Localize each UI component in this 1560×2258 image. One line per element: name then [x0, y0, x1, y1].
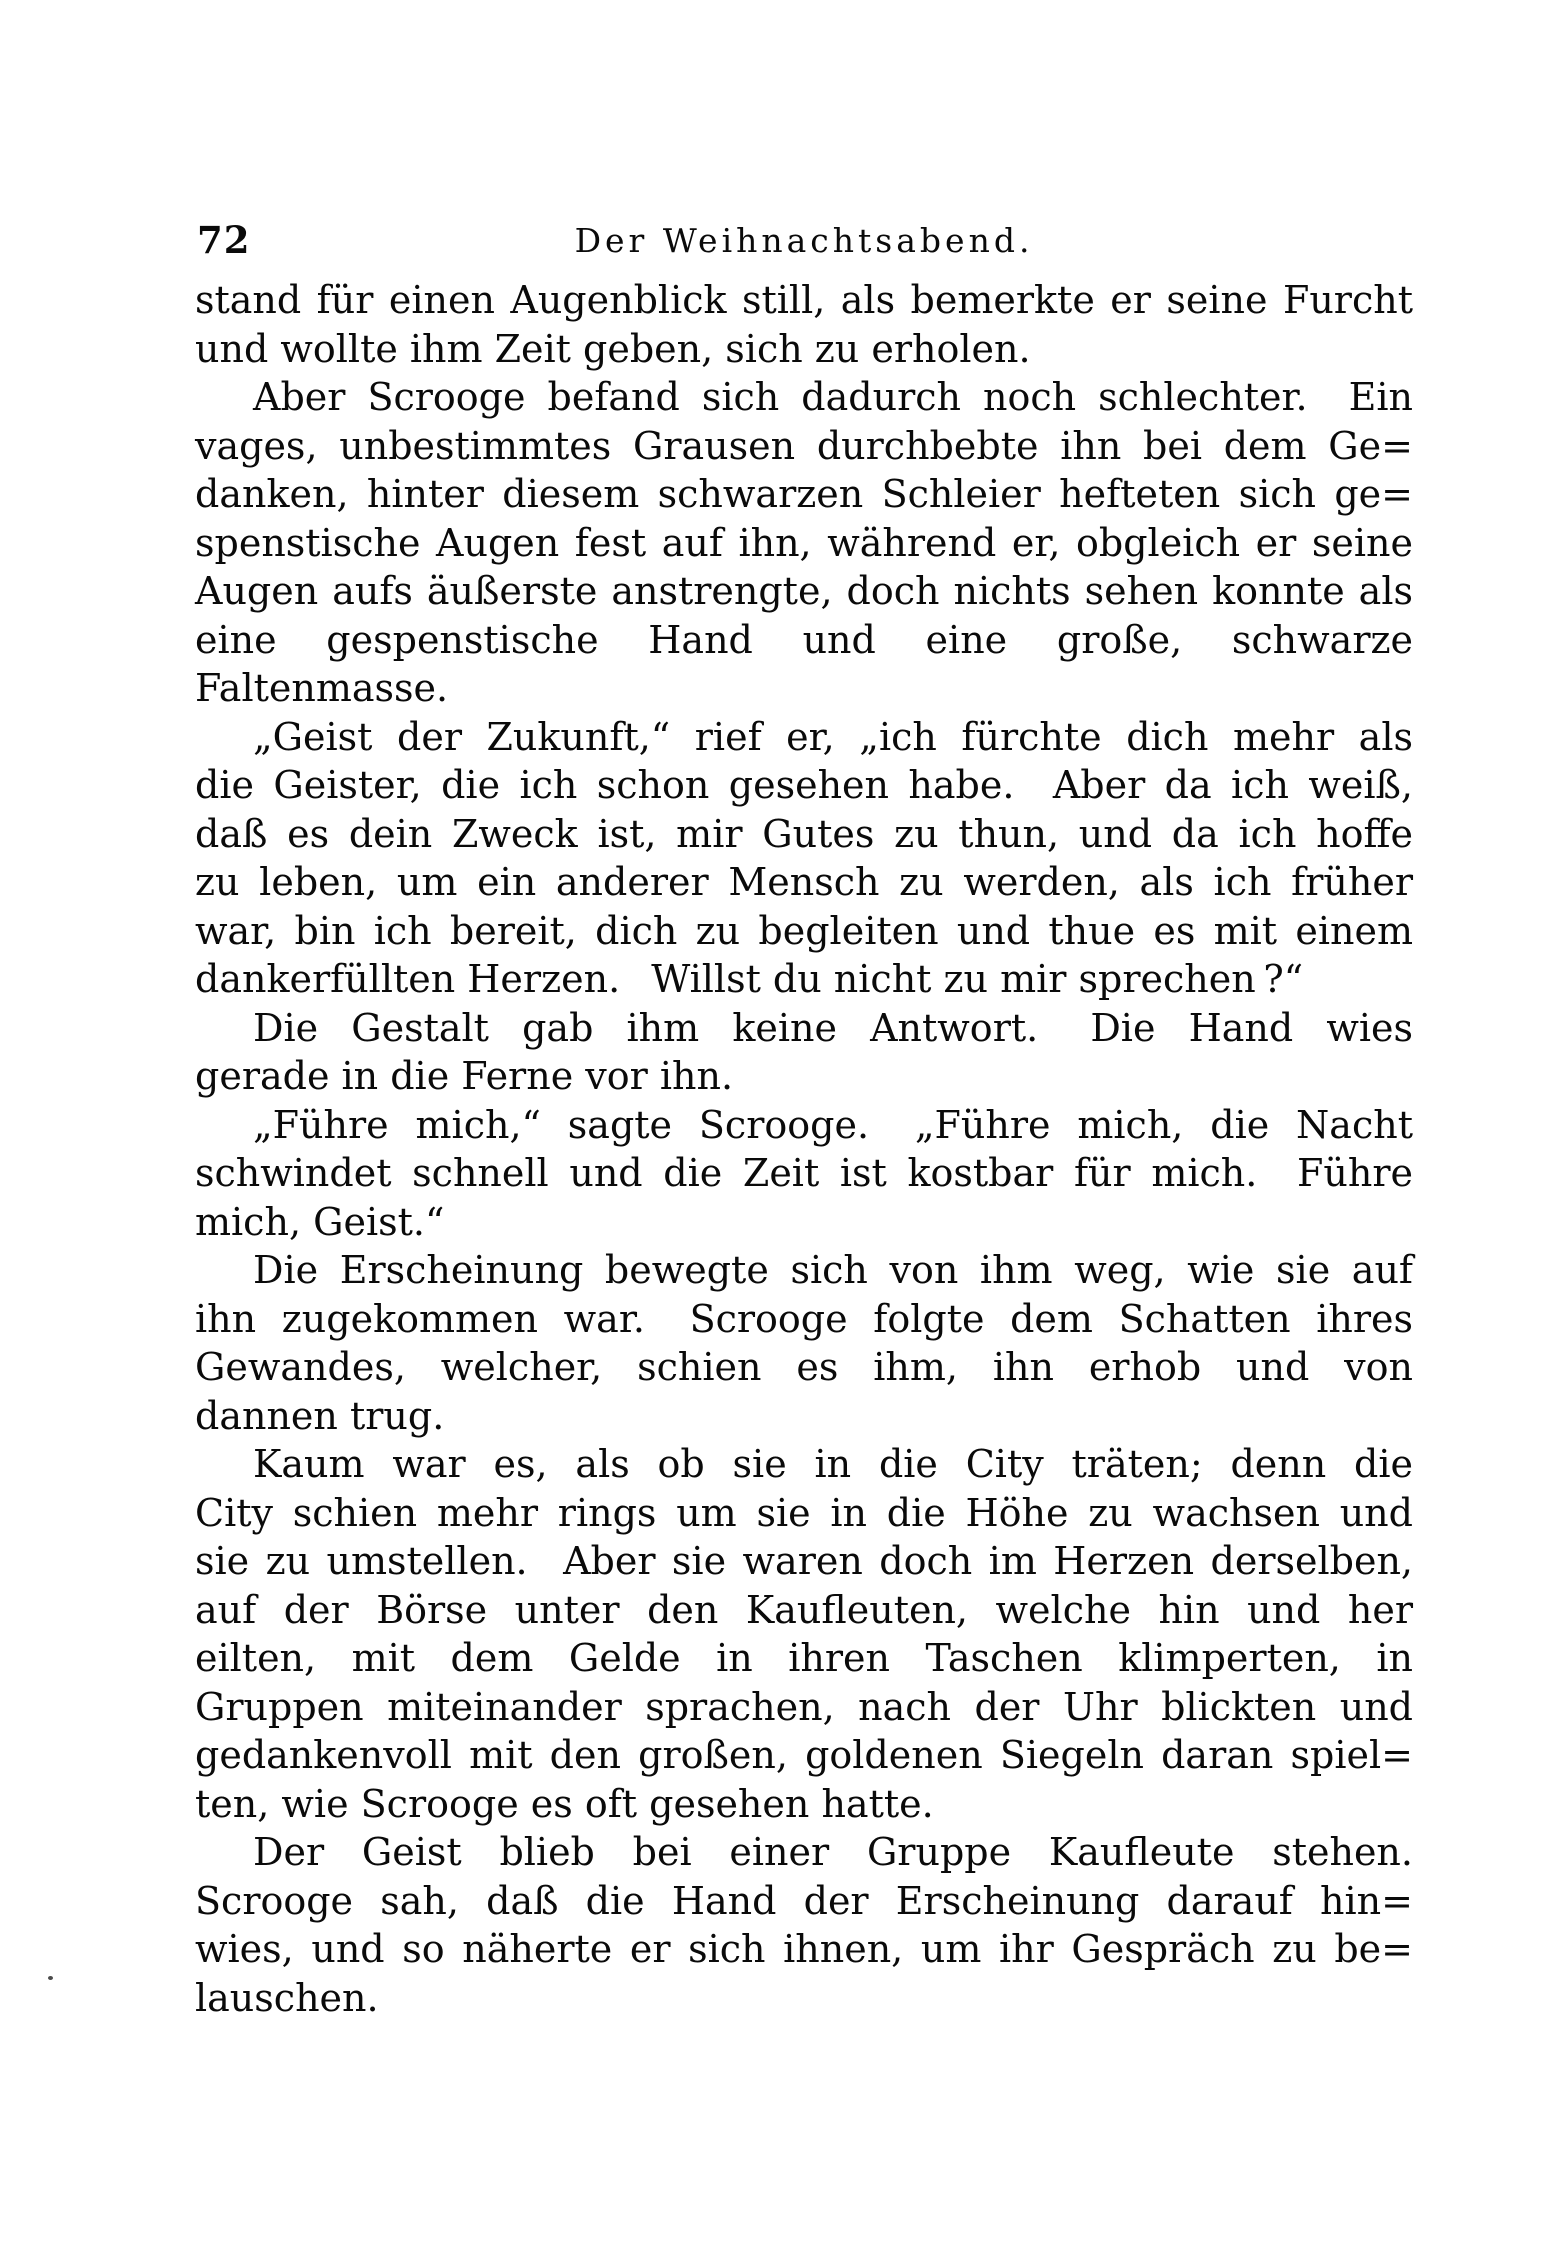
- text-line: „Führe mich,“ sagte Scrooge. „Führe mich, die Nacht: [253, 1102, 1413, 1147]
- text-line: Aber Scrooge befand sich dadurch noch schlechter. Ein: [253, 375, 1413, 419]
- text-line: Scrooge sah, daß die Hand der Erscheinung darauf hin=: [195, 1878, 1413, 1923]
- text-line: eine gespenstische Hand und eine große, schwarze Faltenmasse.: [195, 617, 1413, 710]
- text-line: auf der Börse unter den Kaufleuten, welche hin und her: [195, 1587, 1413, 1632]
- text-line: lauschen.: [195, 1975, 379, 2020]
- text-line: Kaum war es, als ob sie in die City träten; denn die: [253, 1442, 1413, 1486]
- text-line: dannen trug.: [195, 1393, 445, 1438]
- paragraph: [195, 713, 1413, 1004]
- text-line: eilten, mit dem Gelde in ihren Taschen klimperten, in: [195, 1636, 1413, 1680]
- text-line: sie zu umstellen. Aber sie waren doch im Herzen derselben,: [195, 1539, 1413, 1583]
- running-title: Der Weihnachtsabend.: [574, 221, 1034, 260]
- text-line: war, bin ich bereit, dich zu begleiten und thue es mit einem: [195, 908, 1413, 953]
- text-line: die Geister, die ich schon gesehen habe. Aber da ich weiß,: [195, 763, 1413, 807]
- page-header: [195, 218, 1413, 264]
- text-line: gedankenvoll mit den großen, goldenen Siegeln daran spiel=: [195, 1733, 1413, 1777]
- text-line: Gruppen miteinander sprachen, nach der Uhr blickten und: [195, 1684, 1413, 1729]
- text-line: Die Gestalt gab ihm keine Antwort. Die Hand wies: [253, 1005, 1413, 1050]
- paragraph: [195, 1246, 1413, 1440]
- text-line: Der Geist blieb bei einer Gruppe Kaufleute stehen.: [253, 1830, 1413, 1874]
- text-line: Gewandes, welcher, schien es ihm, ihn erhob und von: [195, 1345, 1413, 1389]
- text-line: mich, Geist.“: [195, 1199, 445, 1244]
- text-line: zu leben, um ein anderer Mensch zu werden, als ich früher: [195, 860, 1413, 904]
- text-line: ten, wie Scrooge es oft gesehen hatte.: [195, 1781, 934, 1826]
- text-block: [195, 276, 1413, 2022]
- paragraph: [195, 1440, 1413, 1828]
- page-number: 72: [197, 218, 251, 262]
- text-line: daß es dein Zweck ist, mir Gutes zu thun, und da ich hoffe: [195, 811, 1413, 856]
- text-line: danken, hinter diesem schwarzen Schleier hefteten sich ge=: [195, 472, 1413, 516]
- text-line: wies, und so näherte er sich ihnen, um ihr Gespräch zu be=: [195, 1927, 1413, 1971]
- text-line: „Geist der Zukunft,“ rief er, „ich fürchte dich mehr als: [253, 714, 1413, 759]
- text-line: spenstische Augen fest auf ihn, während er, obgleich er seine: [195, 520, 1413, 565]
- paragraph: [195, 373, 1413, 713]
- paragraph: [195, 276, 1413, 373]
- text-line: schwindet schnell und die Zeit ist kostbar für mich. Führe: [195, 1151, 1413, 1195]
- text-line: City schien mehr rings um sie in die Höhe zu wachsen und: [195, 1490, 1413, 1535]
- text-line: gerade in die Ferne vor ihn.: [195, 1054, 734, 1098]
- text-line: stand für einen Augenblick still, als bemerkte er seine Furcht: [195, 278, 1413, 322]
- text-line: ihn zugekommen war. Scrooge folgte dem Schatten ihres: [195, 1296, 1413, 1341]
- paragraph: [195, 1828, 1413, 2022]
- text-line: dankerfüllten Herzen. Willst du nicht zu mir sprechen ?“: [195, 957, 1304, 1001]
- text-line: Die Erscheinung bewegte sich von ihm weg, wie sie auf: [253, 1248, 1413, 1292]
- text-line: vages, unbestimmtes Grausen durchbebte ihn bei dem Ge=: [195, 423, 1413, 468]
- text-line: Augen aufs äußerste anstrengte, doch nichts sehen konnte als: [195, 569, 1413, 613]
- scan-speck: [48, 1976, 53, 1980]
- text-line: und wollte ihm Zeit geben, sich zu erholen.: [195, 326, 1031, 371]
- paragraph: [195, 1004, 1413, 1101]
- paragraph: [195, 1101, 1413, 1247]
